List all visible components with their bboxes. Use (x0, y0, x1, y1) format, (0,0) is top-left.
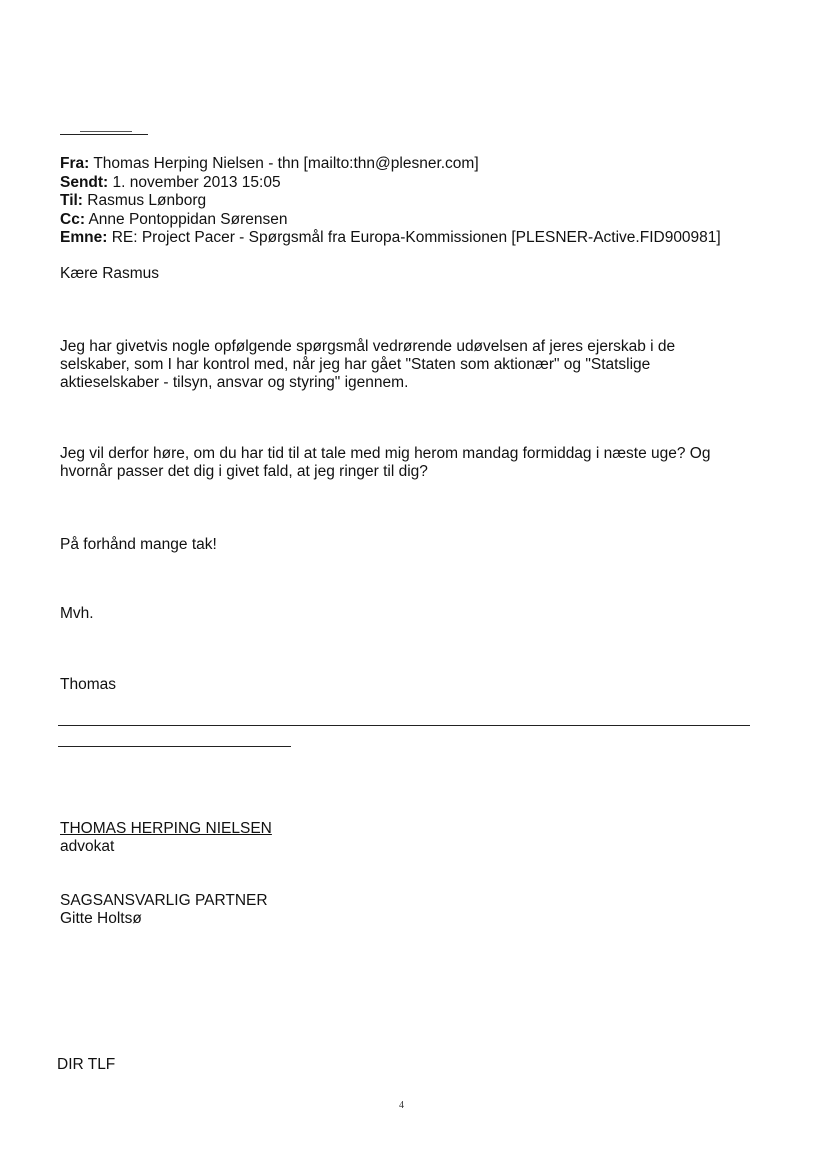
top-separator-rule-overlay (80, 131, 132, 132)
signature-separator-short (58, 746, 291, 747)
email-header (60, 155, 780, 248)
subject-value: RE: Project Pacer - Spørgsmål fra Europa-Kommissionen [PLESNER-Active.FID900981] (111, 229, 721, 246)
cc-label: Cc: (60, 210, 85, 228)
header-cc-line (60, 211, 780, 230)
paragraph-1-line-2: selskaber, som I har kontrol med, når jeg har gået "Staten som aktionær" og "Statslige (60, 356, 651, 373)
to-label: Til: (60, 192, 83, 209)
header-subject-line (60, 229, 780, 248)
sender-first-name: Thomas (60, 676, 116, 693)
closing-line: Mvh. (60, 605, 94, 622)
signature-block (60, 820, 760, 856)
top-separator-rule (60, 134, 148, 135)
signature-name: THOMAS HERPING NIELSEN (60, 820, 272, 837)
sent-label: Sendt: (60, 173, 109, 191)
partner-name: Gitte Holtsø (60, 910, 142, 927)
signature-title: advokat (60, 838, 115, 855)
subject-label: Emne: (60, 229, 108, 246)
partner-label: SAGSANSVARLIG PARTNER (60, 892, 268, 909)
paragraph-1-line-3: aktieselskaber - tilsyn, ansvar og styring" igennem. (60, 374, 409, 391)
phone-label: DIR TLF (57, 1056, 116, 1073)
paragraph-1-line-1: Jeg har givetvis nogle opfølgende spørgsmål vedrørende udøvelsen af jeres ejerskab i de (60, 338, 676, 355)
cc-value: Anne Pontoppidan Sørensen (88, 210, 288, 228)
paragraph-2-line-1: Jeg vil derfor høre, om du har tid til at tale med mig herom mandag formiddag i næste uge? Og (60, 445, 711, 462)
from-value: Thomas Herping Nielsen - thn [mailto:thn@plesner.com] (93, 155, 479, 172)
header-from-line (60, 155, 780, 174)
to-value: Rasmus Lønborg (87, 192, 207, 209)
paragraph-2-line-2: hvornår passer det dig i givet fald, at jeg ringer til dig? (60, 463, 428, 480)
partner-block (60, 892, 760, 928)
sent-value: 1. november 2013 15:05 (112, 173, 281, 191)
signature-separator-long (58, 725, 750, 726)
from-label: Fra: (60, 155, 90, 172)
greeting: Kære Rasmus (60, 265, 160, 282)
header-sent-line (60, 174, 780, 193)
body-paragraph-2 (60, 445, 780, 481)
body-paragraph-1 (60, 338, 760, 392)
page-number: 4 (399, 1100, 404, 1111)
header-to-line (60, 192, 780, 211)
thanks-line: På forhånd mange tak! (60, 536, 217, 553)
